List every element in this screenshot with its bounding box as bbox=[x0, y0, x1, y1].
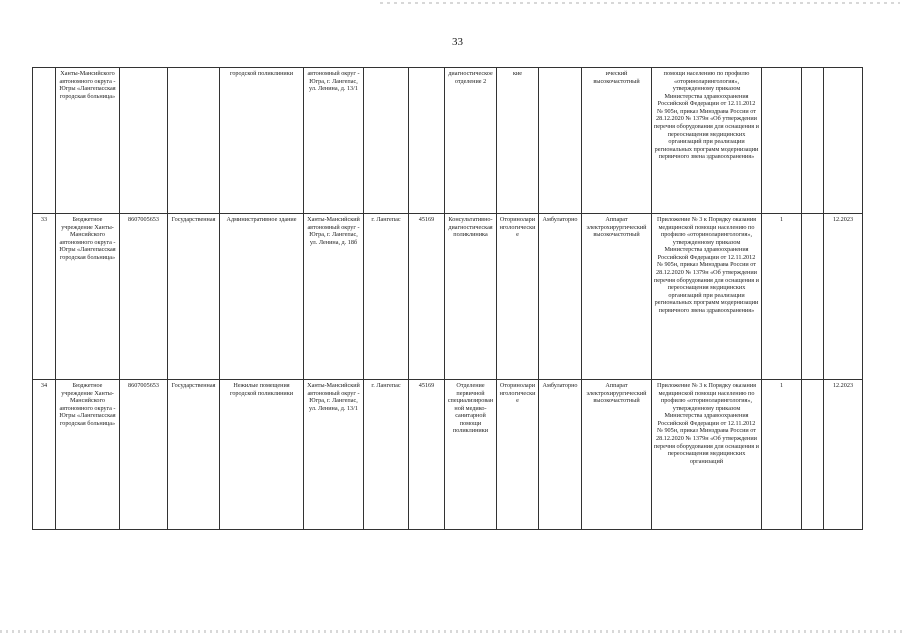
table-cell: Аппарат электрохирургический высокочастотный bbox=[582, 214, 652, 380]
page-number: 33 bbox=[452, 36, 463, 48]
table-row bbox=[33, 68, 863, 214]
table-cell: диагностическое отделение 2 bbox=[445, 68, 497, 214]
table-cell: 12.2023 bbox=[824, 214, 863, 380]
table-cell: Амбулаторно bbox=[539, 214, 582, 380]
table-cell: Амбулаторно bbox=[539, 380, 582, 530]
table-cell: кие bbox=[497, 68, 539, 214]
table-cell bbox=[33, 68, 56, 214]
table-cell bbox=[409, 68, 445, 214]
table-cell: 12.2023 bbox=[824, 380, 863, 530]
table-cell: 1 bbox=[762, 380, 802, 530]
table-cell bbox=[762, 68, 802, 214]
table-cell: Бюджетное учреждение Ханты-Мансийского автономного округа - Югры «Лангепасская городская больница» bbox=[56, 214, 120, 380]
table-cell: Бюджетное учреждение Ханты-Мансийского автономного округа - Югры «Лангепасская городская больница» bbox=[56, 380, 120, 530]
table-cell bbox=[364, 68, 409, 214]
table-cell: помощи населению по профилю «оториноларингология», утвержденному приказом Министерства здравоохранения Российской Федерации от 12.11.2012 № 905н, приказ Минздрава России от 28.12.2020 № 1379н «Об утверждении перечня оборудования для оснащения и переоснащения медицинских организаций при реализации региональных программ модернизации первичного звена здравоохранения» bbox=[652, 68, 762, 214]
table-cell bbox=[802, 214, 824, 380]
table-row bbox=[33, 214, 863, 380]
table-cell: Ханты-Мансийский автономный округ - Югра, г. Лангепас, ул. Ленина, д. 13/1 bbox=[304, 380, 364, 530]
table-cell: 1 bbox=[762, 214, 802, 380]
table-cell: 8607005653 bbox=[120, 380, 168, 530]
equipment-table bbox=[32, 67, 863, 530]
scan-artifact-bottom bbox=[0, 630, 905, 633]
table-cell: Оториноларингологические bbox=[497, 380, 539, 530]
table-cell: Оториноларингологические bbox=[497, 214, 539, 380]
table-cell: 34 bbox=[33, 380, 56, 530]
table-cell bbox=[802, 380, 824, 530]
table-cell: городской поликлиники bbox=[220, 68, 304, 214]
table-cell bbox=[168, 68, 220, 214]
table-cell: автономный округ - Югра, г. Лангепас, ул. Ленина, д. 13/1 bbox=[304, 68, 364, 214]
table-cell: Ханты-Мансийского автономного округа - Югры «Лангепасская городская больница» bbox=[56, 68, 120, 214]
table-cell: Ханты-Мансийский автономный округ - Югра, г. Лангепас, ул. Ленина, д. 18б bbox=[304, 214, 364, 380]
table-cell: ический высокочастотный bbox=[582, 68, 652, 214]
table-cell: Нежилые помещения городской поликлиники bbox=[220, 380, 304, 530]
table-cell bbox=[120, 68, 168, 214]
table-cell: 8607005653 bbox=[120, 214, 168, 380]
table-cell bbox=[539, 68, 582, 214]
table-cell: г. Лангепас bbox=[364, 380, 409, 530]
scan-artifact-top bbox=[380, 2, 900, 4]
table-cell: Приложение № 3 к Порядку оказания медицинской помощи населению по профилю «оториноларингология», утвержденному приказом Министерства здравоохранения Российской Федерации от 12.11.2012 № 905н, приказ Минздрава России от 28.12.2020 № 1379н «Об утверждении перечня оборудования для оснащения и переоснащения медицинских организаций bbox=[652, 380, 762, 530]
table-cell bbox=[802, 68, 824, 214]
table-row bbox=[33, 380, 863, 530]
table-cell: Государственная bbox=[168, 214, 220, 380]
table-cell: Административное здание bbox=[220, 214, 304, 380]
table-cell: г. Лангепас bbox=[364, 214, 409, 380]
table-cell: 45169 bbox=[409, 214, 445, 380]
table-cell bbox=[824, 68, 863, 214]
table-cell: 45169 bbox=[409, 380, 445, 530]
table-cell: 33 bbox=[33, 214, 56, 380]
table-cell: Отделение первичной специализированной медико-санитарной помощи поликлиники bbox=[445, 380, 497, 530]
table-cell: Консультативно-диагностическая поликлиника bbox=[445, 214, 497, 380]
table-cell: Приложение № 3 к Порядку оказания медицинской помощи населению по профилю «оториноларингология», утвержденному приказом Министерства здравоохранения Российской Федерации от 12.11.2012 № 905н, приказ Минздрава России от 28.12.2020 № 1379н «Об утверждении перечня оборудования для оснащения и переоснащения медицинских организаций при реализации региональных программ модернизации первичного звена здравоохранения» bbox=[652, 214, 762, 380]
table-cell: Государственная bbox=[168, 380, 220, 530]
table-cell: Аппарат электрохирургический высокочастотный bbox=[582, 380, 652, 530]
